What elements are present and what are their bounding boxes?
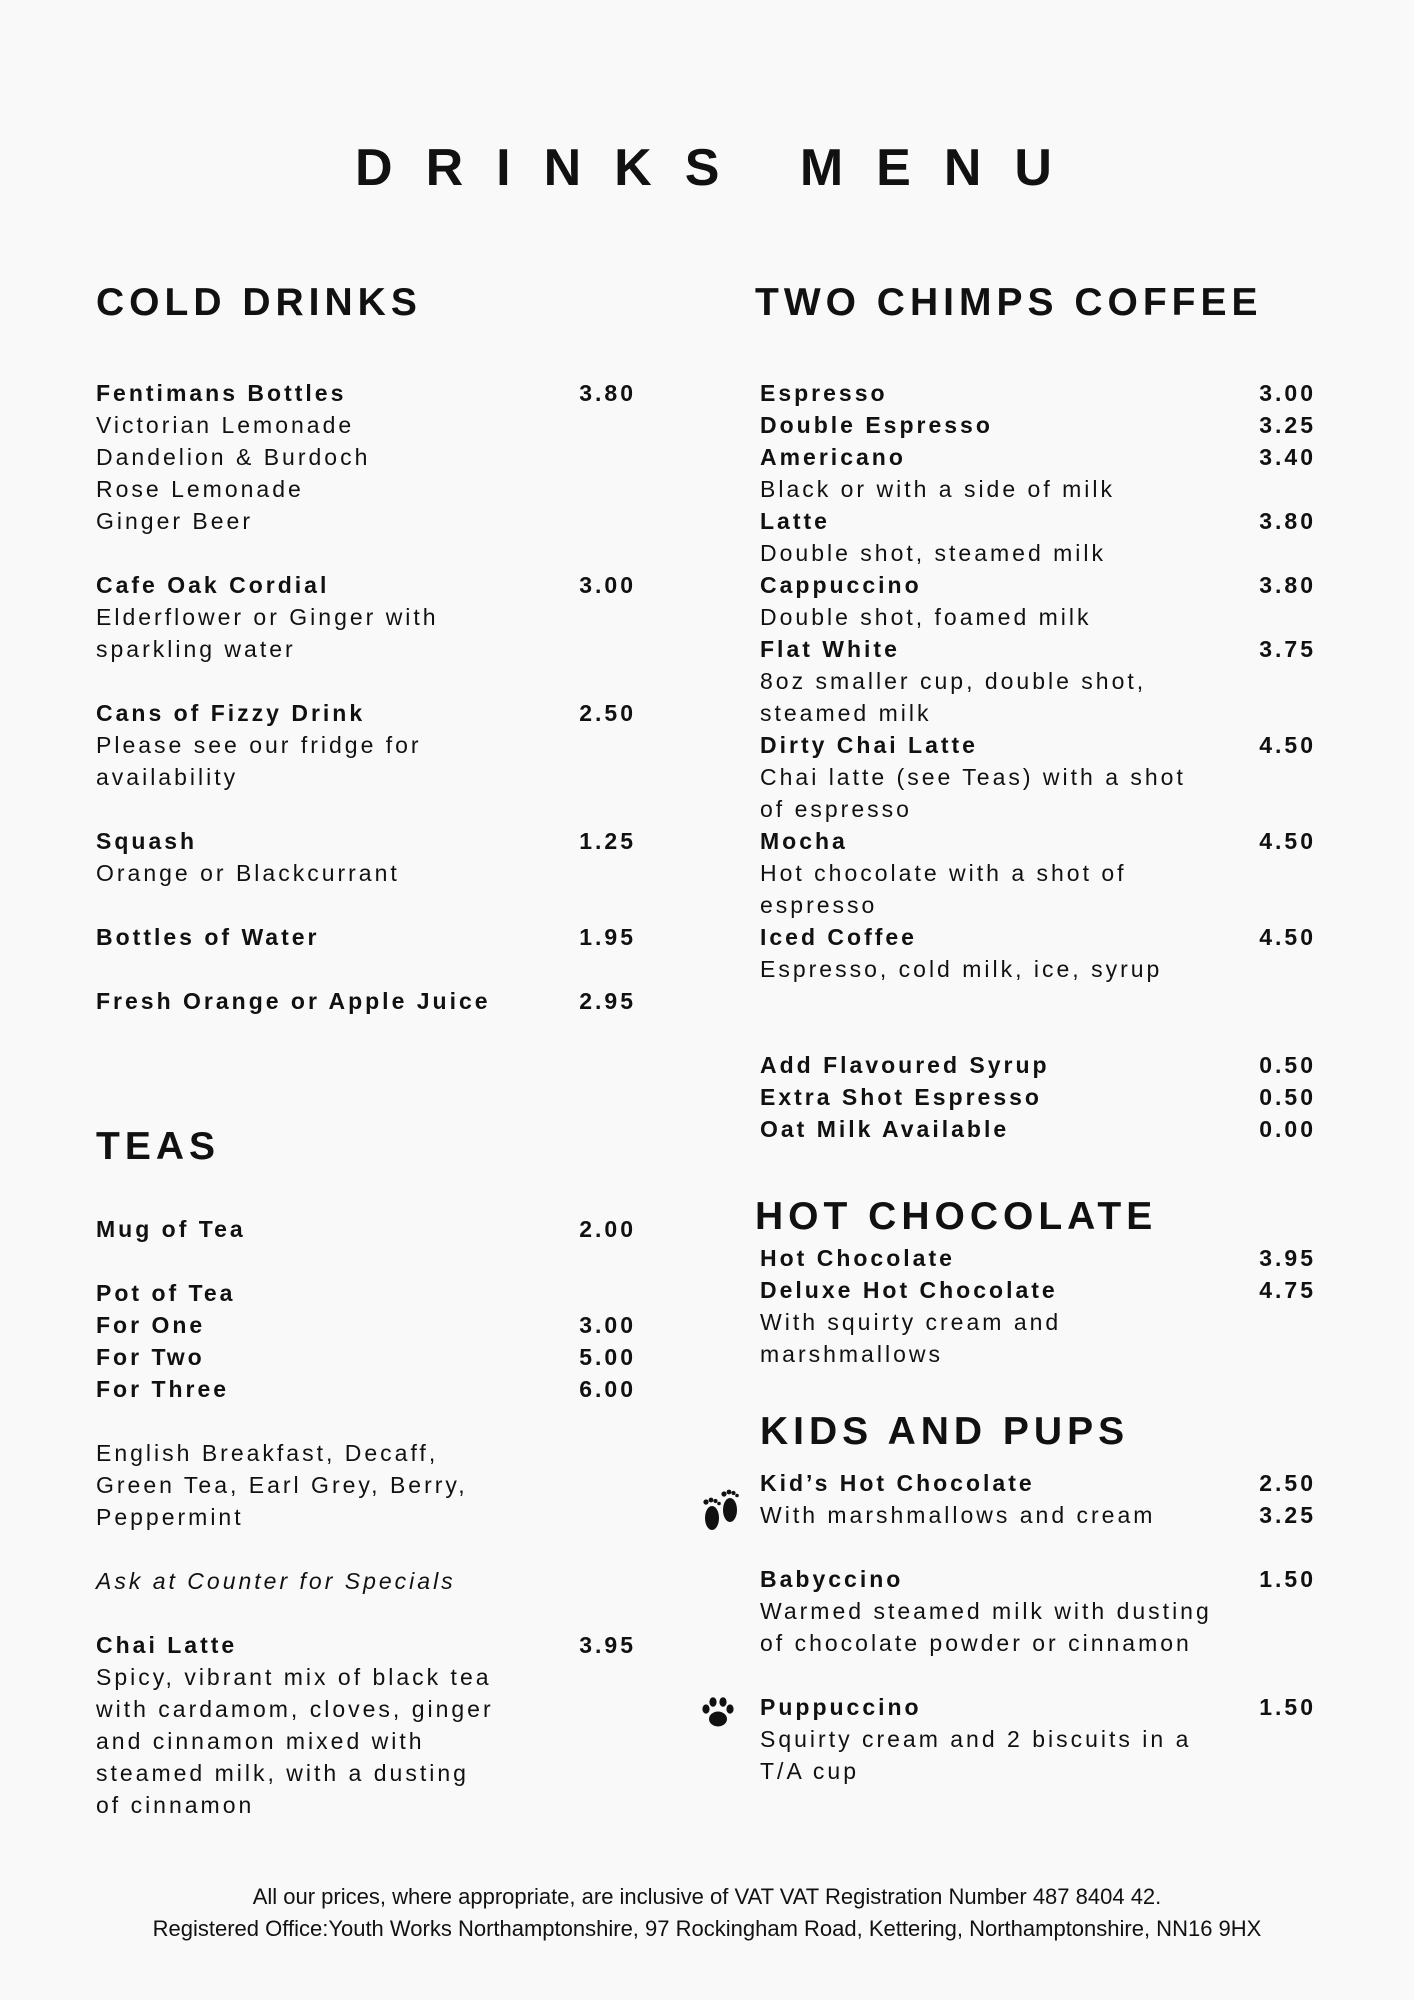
specials-note: Ask at Counter for Specials [96, 1568, 456, 1594]
item-price: 3.75 [1259, 636, 1316, 662]
item-price: 1.95 [579, 924, 636, 950]
menu-item-cappuccino [760, 569, 1316, 601]
menu-item-pot-for-one [96, 1309, 636, 1341]
item-description: steamed milk, with a dusting [96, 1760, 469, 1786]
kids-list [760, 1467, 1316, 1787]
item-price: 6.00 [579, 1376, 636, 1402]
menu-item-iced-coffee [760, 921, 1316, 953]
item-price: 0.50 [1259, 1084, 1316, 1110]
item-price: 3.00 [579, 572, 636, 598]
item-name: Americano [760, 444, 906, 470]
item-description: Warmed steamed milk with dusting [760, 1598, 1212, 1624]
menu-item-flat-white [760, 633, 1316, 665]
menu-item-hot-chocolate [760, 1242, 1316, 1274]
footer-registered-office: Registered Office:Youth Works Northamptonshire, 97 Rockingham Road, Kettering, Northamptonshire, NN16 9HX [152, 1916, 1262, 1941]
menu-item-kids-hot-chocolate [760, 1467, 1316, 1499]
item-name: Mug of Tea [96, 1216, 246, 1242]
item-name: Puppuccino [760, 1694, 922, 1720]
menu-item-deluxe-hot-chocolate [760, 1274, 1316, 1306]
item-price: 3.80 [1259, 572, 1316, 598]
item-price: 3.95 [579, 1632, 636, 1658]
menu-item-latte [760, 505, 1316, 537]
tea-varieties: English Breakfast, Decaff, [96, 1440, 439, 1466]
item-price: 3.00 [579, 1312, 636, 1338]
item-description: and cinnamon mixed with [96, 1728, 425, 1754]
item-name: Cafe Oak Cordial [96, 572, 330, 598]
menu-item-mocha [760, 825, 1316, 857]
cold-drinks-heading: COLD DRINKS [96, 281, 422, 324]
item-name: Iced Coffee [760, 924, 917, 950]
item-price: 3.95 [1259, 1245, 1316, 1271]
item-name: Latte [760, 508, 830, 534]
item-description: marshmallows [760, 1341, 943, 1367]
item-description: Double shot, foamed milk [760, 604, 1092, 630]
item-name: Mocha [760, 828, 848, 854]
item-price: 1.50 [1259, 1694, 1316, 1720]
item-description: With squirty cream and [760, 1309, 1062, 1335]
item-name: For One [96, 1312, 206, 1338]
tea-varieties: Peppermint [96, 1504, 244, 1530]
item-description-row [760, 1499, 1316, 1531]
item-price: 3.80 [579, 380, 636, 406]
item-name: Kid’s Hot Chocolate [760, 1470, 1035, 1496]
item-price: 4.50 [1259, 828, 1316, 854]
menu-item-flavoured-syrup [760, 1049, 1316, 1081]
item-name: Add Flavoured Syrup [760, 1052, 1050, 1078]
teas-heading: TEAS [96, 1125, 221, 1168]
item-option: Rose Lemonade [96, 476, 304, 502]
footprints-icon [700, 1488, 742, 1536]
item-price: 2.50 [579, 700, 636, 726]
item-name: Deluxe Hot Chocolate [760, 1277, 1058, 1303]
item-price-alt: 3.25 [1259, 1502, 1316, 1528]
item-price: 4.50 [1259, 924, 1316, 950]
item-description: of chocolate powder or cinnamon [760, 1630, 1192, 1656]
item-description: Orange or Blackcurrant [96, 860, 400, 886]
menu-item-pot-for-two [96, 1341, 636, 1373]
hot-chocolate-heading: HOT CHOCOLATE [755, 1195, 1158, 1238]
hot-chocolate-list [760, 1242, 1316, 1370]
item-name: Chai Latte [96, 1632, 238, 1658]
menu-item-fizzy [96, 697, 636, 729]
tea-varieties: Green Tea, Earl Grey, Berry, [96, 1472, 468, 1498]
item-price: 2.00 [579, 1216, 636, 1242]
menu-item-extra-shot [760, 1081, 1316, 1113]
menu-item-cordial [96, 569, 636, 601]
item-price: 4.75 [1259, 1277, 1316, 1303]
item-description: Squirty cream and 2 biscuits in a [760, 1726, 1192, 1752]
item-price: 3.25 [1259, 412, 1316, 438]
menu-item-babyccino [760, 1563, 1316, 1595]
menu-item-mug-of-tea [96, 1213, 636, 1245]
coffee-list [760, 377, 1316, 1145]
item-name: Oat Milk Available [760, 1116, 1010, 1142]
item-description: With marshmallows and cream [760, 1502, 1156, 1528]
item-description: sparkling water [96, 636, 296, 662]
item-name: Extra Shot Espresso [760, 1084, 1042, 1110]
cold-drinks-list [96, 377, 636, 1017]
item-description: of cinnamon [96, 1792, 255, 1818]
item-description: with cardamom, cloves, ginger [96, 1696, 494, 1722]
item-name: For Two [96, 1344, 205, 1370]
item-price: 3.80 [1259, 508, 1316, 534]
teas-list [96, 1213, 636, 1821]
item-price: 3.40 [1259, 444, 1316, 470]
menu-item-dirty-chai [760, 729, 1316, 761]
pot-of-tea-heading: Pot of Tea [96, 1280, 236, 1306]
item-name: Cans of Fizzy Drink [96, 700, 366, 726]
item-price: 2.95 [579, 988, 636, 1014]
item-name: Flat White [760, 636, 900, 662]
item-description: espresso [760, 892, 878, 918]
item-price: 4.50 [1259, 732, 1316, 758]
item-name: Hot Chocolate [760, 1245, 955, 1271]
item-price: 1.50 [1259, 1566, 1316, 1592]
menu-item-chai-latte [96, 1629, 636, 1661]
item-name: Fresh Orange or Apple Juice [96, 988, 491, 1014]
item-price: 1.25 [579, 828, 636, 854]
item-name: Cappuccino [760, 572, 922, 598]
item-description: T/A cup [760, 1758, 859, 1784]
menu-item-fentimans [96, 377, 636, 409]
menu-item-pot-for-three [96, 1373, 636, 1405]
paw-print-icon [700, 1694, 736, 1730]
item-option: Victorian Lemonade [96, 412, 355, 438]
item-name: Babyccino [760, 1566, 904, 1592]
footer-vat-line: All our prices, where appropriate, are inclusive of VAT VAT Registration Number 487 8404 42. [252, 1884, 1162, 1909]
item-price: 2.50 [1259, 1470, 1316, 1496]
item-price: 0.50 [1259, 1052, 1316, 1078]
coffee-heading: TWO CHIMPS COFFEE [755, 281, 1263, 324]
item-description: 8oz smaller cup, double shot, [760, 668, 1147, 694]
item-price: 0.00 [1259, 1116, 1316, 1142]
item-name: Fentimans Bottles [96, 380, 347, 406]
item-description: steamed milk [760, 700, 932, 726]
item-option: Dandelion & Burdoch [96, 444, 371, 470]
item-description: availability [96, 764, 239, 790]
item-description: Please see our fridge for [96, 732, 422, 758]
menu-item-puppuccino [760, 1691, 1316, 1723]
item-description: Hot chocolate with a shot of [760, 860, 1127, 886]
item-name: Double Espresso [760, 412, 993, 438]
item-description: of espresso [760, 796, 912, 822]
item-price: 3.00 [1259, 380, 1316, 406]
item-name: Squash [96, 828, 198, 854]
item-name: Espresso [760, 380, 888, 406]
item-option: Ginger Beer [96, 508, 254, 534]
item-price: 5.00 [579, 1344, 636, 1370]
item-description: Double shot, steamed milk [760, 540, 1107, 566]
item-name: For Three [96, 1376, 230, 1402]
menu-item-double-espresso [760, 409, 1316, 441]
item-description: Black or with a side of milk [760, 476, 1115, 502]
item-description: Chai latte (see Teas) with a shot [760, 764, 1186, 790]
menu-item-espresso [760, 377, 1316, 409]
item-description: Elderflower or Ginger with [96, 604, 439, 630]
item-name: Bottles of Water [96, 924, 320, 950]
menu-item-squash [96, 825, 636, 857]
kids-and-pups-heading: KIDS AND PUPS [760, 1410, 1130, 1453]
item-name: Dirty Chai Latte [760, 732, 978, 758]
menu-title: DRINKS MENU [355, 139, 1085, 197]
menu-item-oat-milk [760, 1113, 1316, 1145]
menu-item-juice [96, 985, 636, 1017]
item-description: Espresso, cold milk, ice, syrup [760, 956, 1163, 982]
item-description: Spicy, vibrant mix of black tea [96, 1664, 492, 1690]
menu-item-water [96, 921, 636, 953]
menu-item-americano [760, 441, 1316, 473]
